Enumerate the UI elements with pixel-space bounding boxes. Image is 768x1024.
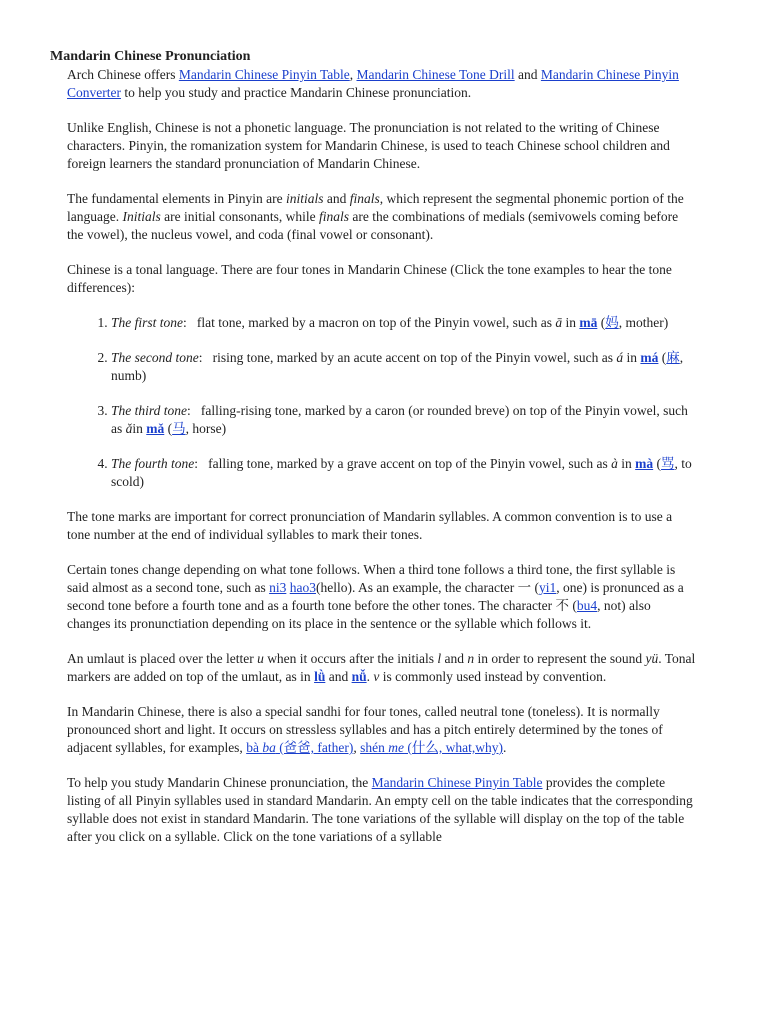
tone-example-link[interactable]: mà xyxy=(635,456,654,471)
baba-syllable-1: bà xyxy=(246,740,263,755)
tone-open: ( xyxy=(597,315,606,330)
lu-link[interactable]: lǜ xyxy=(314,669,326,684)
baba-link[interactable] xyxy=(246,740,353,755)
tone-example-link[interactable]: má xyxy=(640,350,659,365)
umlaut-text-6: and xyxy=(325,669,352,684)
tone-list xyxy=(67,314,697,491)
tone-char-link[interactable]: 麻 xyxy=(666,350,680,365)
ni3-link[interactable]: ni3 xyxy=(269,580,287,595)
nu-link[interactable]: nǚ xyxy=(351,669,367,684)
tone-open: ( xyxy=(658,350,667,365)
change-text-3: , one) is pronunced as a second tone before a fourth tone and as a fourth tone before the other tones. The character 不 ( xyxy=(67,580,684,613)
tone-colon: : xyxy=(194,456,199,471)
tone-meaning: , horse) xyxy=(185,421,227,436)
umlaut-u: u xyxy=(257,651,264,666)
neutral-text-3: . xyxy=(503,740,507,755)
tone-marks-paragraph: The tone marks are important for correct pronunciation of Mandarin syllables. A common convention is to use a tone number at the end of individual syllables to mark their tones. xyxy=(67,509,673,542)
tone-list-item xyxy=(111,455,697,491)
intro-text-2: , xyxy=(349,67,357,82)
tone-meaning: , mother) xyxy=(618,315,669,330)
neutral-text-2: , xyxy=(353,740,361,755)
neutral-tone-paragraph xyxy=(67,703,697,757)
phonetic-paragraph: Unlike English, Chinese is not a phonetic language. The pronunciation is not related to the writing of Chinese characters. Pinyin, the romanization system for Mandarin Chinese, is used to teach Chinese school children and foreign learners the standard pronunciation of Mandarin Chinese. xyxy=(67,120,670,171)
elements-text-3: , which represent the segmental phonemic portion of the language. xyxy=(67,191,684,224)
initials-term-2: Initials xyxy=(122,209,161,224)
elements-text-1: The fundamental elements in Pinyin are xyxy=(67,191,286,206)
tone-in: in xyxy=(617,456,636,471)
tone-desc: rising tone, marked by an acute accent on top of the Pinyin vowel, such as xyxy=(202,350,617,365)
umlaut-text-3: and xyxy=(441,651,468,666)
elements-text-4: are initial consonants, while xyxy=(160,209,319,224)
tone-list-item xyxy=(111,402,697,438)
intro-text-4: to help you study and practice Mandarin Chinese pronunciation. xyxy=(120,85,472,100)
tone-in: in xyxy=(623,350,641,365)
tone-list-item xyxy=(111,349,697,385)
pinyin-table-paragraph xyxy=(67,774,697,846)
tone-char-link[interactable]: 妈 xyxy=(605,315,619,330)
tone-desc: flat tone, marked by a macron on top of the Pinyin vowel, such as xyxy=(186,315,556,330)
change-text-4: , not) also changes its pronunctiation depending on its place in the sentence or the syllable which follows it. xyxy=(67,598,651,631)
pinyin-table-link-2[interactable]: Mandarin Chinese Pinyin Table xyxy=(371,775,543,790)
tone-desc: falling-rising tone, marked by a caron (or rounded breve) on top of the Pinyin vowel, such as xyxy=(111,403,692,436)
table-text-2: provides the complete listing of all Pinyin syllables used in standard Mandarin. An empty cell on the table indicates that the corresponding syllable does not exist in standard Mandarin. The tone variations of the syllable will display on the top of the table after you click on a syllable. Click on the tone variations of a syllable xyxy=(67,775,693,844)
tone-char-link[interactable]: 骂 xyxy=(661,456,675,471)
bu4-link[interactable]: bu4 xyxy=(576,598,598,613)
umlaut-text-2: when it occurs after the initials xyxy=(263,651,438,666)
hao3-link[interactable]: hao3 xyxy=(289,580,316,595)
tone-drill-link[interactable]: Mandarin Chinese Tone Drill xyxy=(356,67,515,82)
intro-text-1: Arch Chinese offers xyxy=(67,67,179,82)
umlaut-n: n xyxy=(467,651,475,666)
tone-vowel: á xyxy=(616,350,624,365)
umlaut-text-4: in order to represent the sound xyxy=(474,651,646,666)
initials-term: initials xyxy=(285,191,324,206)
tone-in: in xyxy=(562,315,580,330)
tone-example-link[interactable]: mā xyxy=(579,315,598,330)
umlaut-text-8: is commonly used instead by convention. xyxy=(379,669,607,684)
tone-colon: : xyxy=(183,315,187,330)
tonal-paragraph: Chinese is a tonal language. There are four tones in Mandarin Chinese (Click the tone examples to hear the tone differences): xyxy=(67,262,672,295)
yi1-link[interactable]: yi1 xyxy=(539,580,557,595)
tone-in: in xyxy=(132,421,147,436)
umlaut-text-1: An umlaut is placed over the letter xyxy=(67,651,258,666)
tone-desc: falling tone, marked by a grave accent on top of the Pinyin vowel, such as xyxy=(198,456,612,471)
tone-char-link[interactable]: 马 xyxy=(172,421,186,436)
article-body xyxy=(67,66,697,863)
umlaut-text-5: . Tonal markers are added on top of the umlaut, as in xyxy=(67,651,696,684)
shenme-gloss: (什么, what,why) xyxy=(404,740,504,755)
tone-list-item xyxy=(111,314,697,332)
tone-vowel: ǎ xyxy=(125,421,133,436)
tone-vowel: ā xyxy=(555,315,563,330)
pinyin-table-link[interactable]: Mandarin Chinese Pinyin Table xyxy=(178,67,350,82)
finals-term-2: finals xyxy=(318,209,349,224)
umlaut-v: v xyxy=(373,669,380,684)
intro-paragraph xyxy=(67,66,697,102)
umlaut-yu: yü xyxy=(645,651,659,666)
table-text-1: To help you study Mandarin Chinese pronunciation, the xyxy=(67,775,372,790)
neutral-text-1: In Mandarin Chinese, there is also a special sandhi for four tones, called neutral tone (toneless). It is normally pronounced short and light. It occurs on stressless syllables and has a pitch entirely determined by the tones of adjacent syllables, for examples, xyxy=(67,704,663,755)
tone-vowel: à xyxy=(611,456,618,471)
shenme-syllable-2: me xyxy=(388,740,405,755)
tone-meaning: , numb) xyxy=(111,350,684,383)
elements-paragraph xyxy=(67,190,697,244)
tone-open: ( xyxy=(164,421,173,436)
pinyin-converter-link[interactable]: Mandarin Chinese Pinyin Converter xyxy=(67,67,679,100)
tone-colon: : xyxy=(198,350,203,365)
tone-open: ( xyxy=(653,456,662,471)
umlaut-paragraph xyxy=(67,650,697,686)
tone-name: The fourth tone xyxy=(111,456,195,471)
baba-gloss: (爸爸, father) xyxy=(275,740,354,755)
change-text-2: (hello). As an example, the character 一 ( xyxy=(315,580,539,595)
shenme-syllable-1: shén xyxy=(360,740,389,755)
page-title: Mandarin Chinese Pronunciation xyxy=(50,49,251,64)
tone-example-link[interactable]: mǎ xyxy=(146,421,165,436)
umlaut-l: l xyxy=(437,651,442,666)
elements-text-2: and xyxy=(323,191,350,206)
tone-name: The first tone xyxy=(111,315,184,330)
tone-name: The second tone xyxy=(111,350,199,365)
umlaut-text-7: . xyxy=(366,669,374,684)
shenme-link[interactable] xyxy=(360,740,503,755)
finals-term: finals xyxy=(349,191,380,206)
baba-syllable-2: ba xyxy=(262,740,276,755)
tone-change-paragraph xyxy=(67,561,697,633)
tone-name: The third tone xyxy=(111,403,187,418)
intro-text-3: and xyxy=(514,67,541,82)
elements-text-5: are the combinations of medials (semivowels coming before the vowel), the nucleus vowel, and coda (final vowel or consonant). xyxy=(67,209,679,242)
tone-colon: : xyxy=(187,403,191,418)
change-text-1: Certain tones change depending on what tone follows. When a third tone follows a third tone, the first syllable is said almost as a second tone, such as xyxy=(67,562,676,595)
tone-meaning: , to scold) xyxy=(111,456,692,489)
